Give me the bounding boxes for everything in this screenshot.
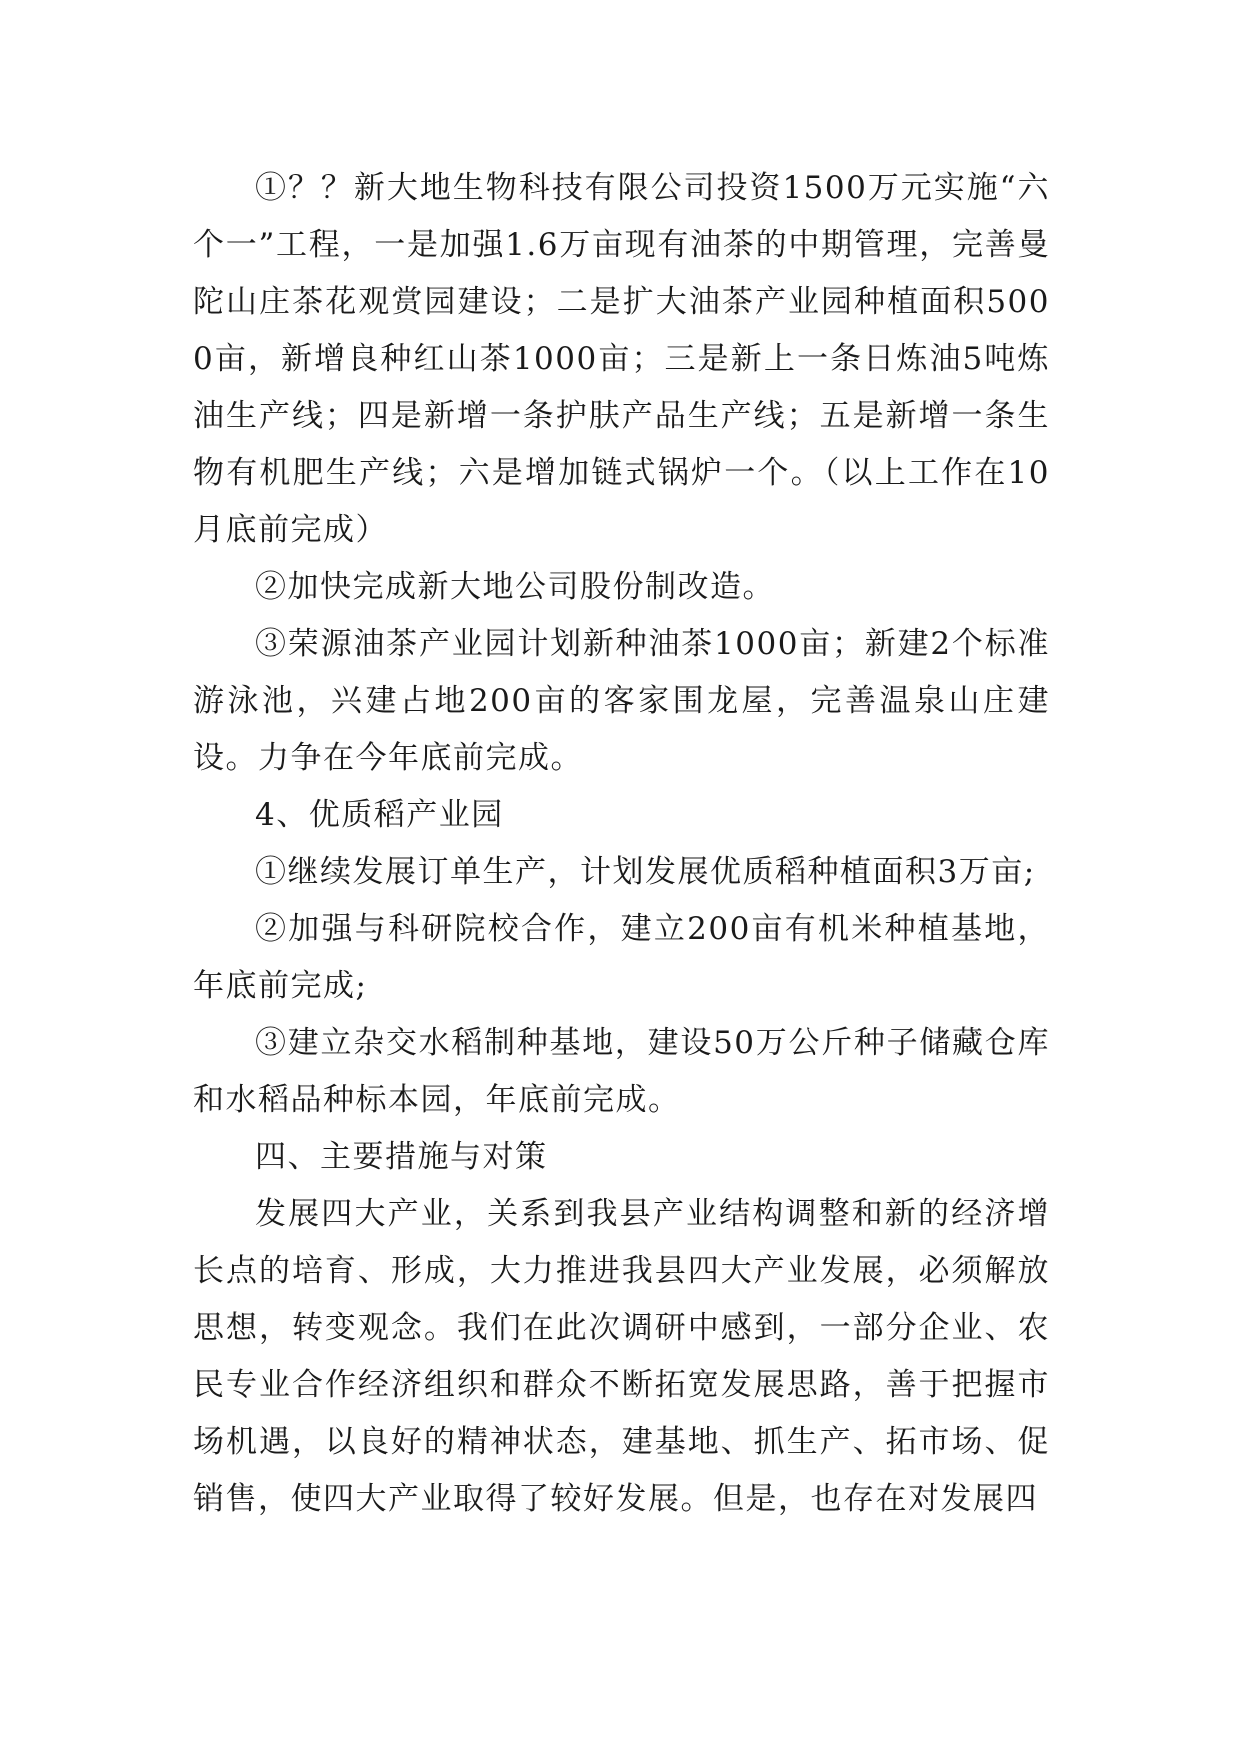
section-heading-rice-park: 4、优质稻产业园 [255,797,504,833]
section-heading-measures: 四、主要措施与对策 [255,1139,548,1175]
paragraph-hybrid-rice-base: ③建立杂交水稻制种基地，建设50万公斤种子储藏仓库和水稻品种标本园，年底前完成。 [193,1025,1050,1118]
paragraph-xindadi-project: ①？？新大地生物科技有限公司投资1500万元实施“六个一”工程，一是加强1.6万亩现有油茶的中期管理，完善曼陀山庄茶花观赏园建设；二是扩大油茶产业园种植面积5000亩，新增良种红山茶1000亩；三是新上一条日炼油5吨炼油生产线；四是新增一条护肤产品生产线；五是新增一条生物有机肥生产线；六是增加链式锅炉一个。（以上工作在10月底前完成） [193,170,1050,548]
paragraph-organic-rice-base: ②加强与科研院校合作，建立200亩有机米种植基地，年底前完成; [193,911,1050,1004]
paragraph-rongyuan-park: ③荣源油茶产业园计划新种油茶1000亩；新建2个标准游泳池，兴建占地200亩的客家围龙屋，完善温泉山庄建设。力争在今年底前完成。 [193,626,1050,776]
paragraph-four-industries: 发展四大产业，关系到我县产业结构调整和新的经济增长点的培育、形成，大力推进我县四大产业发展，必须解放思想，转变观念。我们在此次调研中感到，一部分企业、农民专业合作经济组织和群众不断拓宽发展思路，善于把握市场机遇，以良好的精神状态，建基地、抓生产、拓市场、促销售，使四大产业取得了较好发展。但是，也存在对发展四 [193,1196,1050,1517]
paragraph-shareholding-reform: ②加快完成新大地公司股份制改造。 [255,569,775,605]
paragraph-order-production: ①继续发展订单生产，计划发展优质稻种植面积3万亩; [255,854,1036,890]
document-body [193,160,1050,1528]
